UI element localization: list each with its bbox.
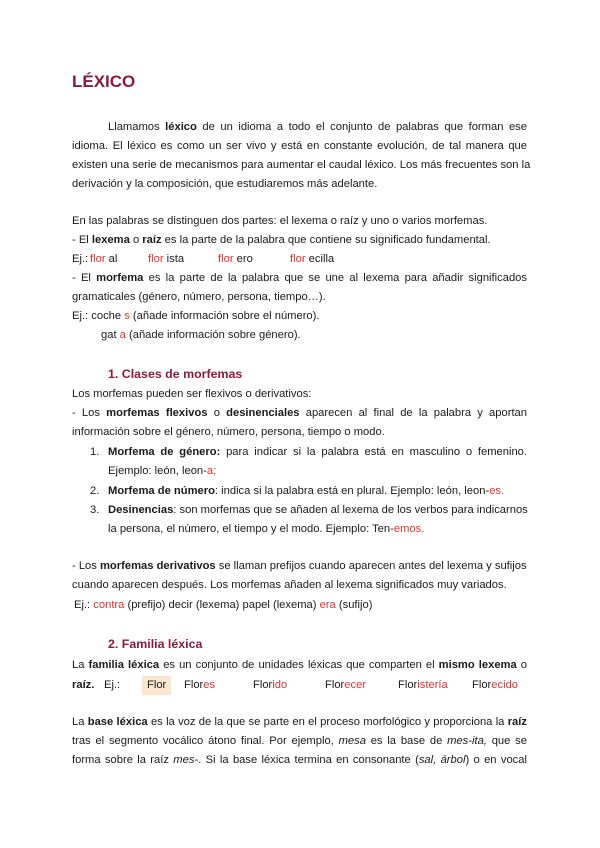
derivativos-definition-2: cuando aparecen después. Los morfemas añaden al lexema significados muy variados. (72, 579, 507, 591)
list-number: 1. (90, 446, 100, 458)
morfema-definition-2: gramaticales (género, número, persona, tiempo…). (72, 291, 326, 303)
base-definition-1: La base léxica es la voz de la que se parte en el proceso morfológico y proporciona la raíz (72, 716, 527, 728)
parts-line-1: En las palabras se distinguen dos partes: el lexema o raíz y uno o varios morfemas. (72, 215, 488, 227)
list-item-numero: Morfema de número: indica si la palabra está en plural. Ejemplo: león, leon-es. (108, 485, 505, 497)
list-item-genero-example: Ejemplo: león, leon-a; (108, 465, 217, 477)
page-title: LÉXICO (72, 72, 136, 91)
lexema-definition: - El lexema o raíz es la parte de la palabra que contiene su significado fundamental. (72, 234, 491, 246)
derivativos-example: Ej.: contra (prefijo) decir (lexema) papel (lexema) era (sufijo) (74, 599, 373, 611)
family-word: Flores (184, 679, 216, 691)
example-word: flor ista (148, 253, 185, 265)
list-number: 3. (90, 504, 100, 516)
morfema-example-1: Ej.: coche s (añade información sobre el número). (72, 310, 320, 322)
section1-intro: Los morfemas pueden ser flexivos o derivativos: (72, 388, 312, 400)
family-word: Floristería (398, 679, 448, 691)
intro-line-4: derivación y la composición, que estudiaremos más adelante. (72, 178, 378, 190)
document-page: LÉXICO Llamamos léxico de un idioma a todo el conjunto de palabras que forman ese idioma. El léxico es como un ser vivo y está en constante evolución, de tal manera que existen una serie de mecanismos para aumentar el caudal léxico. Los más frecuentes son la derivación y la composición, que estudiaremos más adelante. En las palabras se distinguen dos partes: el lexema o raíz y uno o varios morfemas. - El lexema o raíz es la parte de la palabra que contiene su significado fundamental. Ej.: flor al flor ista flor ero flor ecilla - El morfema es la parte de la palabra que se une al lexema para añadir significados gramaticales (género, número, persona, tiempo…). Ej.: coche s (añade información sobre el número). gat a (añade información sobre género). 1. Clases de morfemas Los morfemas pueden ser flexivos o derivativos: - Los morfemas flexivos o desinenciales aparecen al final de la palabra y aportan información sobre el género, número, persona, tiempo o modo. 1. Morfema de género: para indicar si la palabra está en masculino o femenino. Ejemplo: león, leon-a; 2. Morfema de número: indica si la palabra está en plural. Ejemplo: león, leon-es. 3. Desinencias: son morfemas que se añaden al lexema de los verbos para indicarnos la persona, el número, el tiempo y el modo. Ejemplo: Ten-emos. - Los morfemas derivativos se llaman prefijos cuando aparecen antes del lexema y sufijos cuando aparecen después. Los morfemas añaden al lexema significados muy variados. Ej.: contra (prefijo) decir (lexema) papel (lexema) era (sufijo) 2. Familia léxica La familia léxica es un conjunto de unidades léxicas que comparten el mismo lexema o raíz. Ej.: Flor Flores Florido Florecer Floristería Florecido La base léxica es la voz de la que se parte en el proceso morfológico y proporciona la raíz tras el segmento vocálico átono final. Por ejemplo, mesa es la base de mes-ita, que se forma sobre la raíz mes-. Si la base léxica termina en consonante (sal, árbol) o en vocal (0, 0, 600, 848)
section-heading-clases: 1. Clases de morfemas (108, 367, 243, 381)
family-word: Florido (253, 679, 288, 691)
list-item-desinencias-example: la persona, el número, el tiempo y el modo. Ejemplo: Ten-emos. (108, 523, 425, 535)
example-word: flor ero (218, 253, 253, 265)
morfema-example-2: gat a (añade información sobre género). (101, 329, 301, 341)
example-word: flor ecilla (290, 253, 335, 265)
intro-line-1: Llamamos léxico de un idioma a todo el conjunto de palabras que forman ese (108, 121, 527, 133)
base-definition-2: tras el segmento vocálico átono final. Por ejemplo, mesa es la base de mes-ita, que se (72, 735, 527, 747)
intro-line-2: idioma. El léxico es como un ser vivo y está en constante evolución, de tal manera que (72, 140, 527, 152)
list-number: 2. (90, 485, 100, 497)
list-item-genero: Morfema de género: para indicar si la palabra está en masculino o femenino. (108, 446, 527, 458)
family-word: Florecido (472, 679, 519, 691)
section-heading-familia: 2. Familia léxica (108, 637, 203, 651)
list-item-desinencias: Desinencias: son morfemas que se añaden al lexema de los verbos para indicarnos (108, 504, 528, 516)
derivativos-definition: - Los morfemas derivativos se llaman prefijos cuando aparecen antes del lexema y sufijos (72, 560, 527, 572)
intro-line-3: existen una serie de mecanismos para aumentar el caudal léxico. Los más frecuentes son la (72, 159, 531, 171)
base-definition-3: forma sobre la raíz mes-. Si la base léxica termina en consonante (sal, árbol) o en vocal (72, 754, 527, 766)
flexivos-definition-2: información sobre el género, número, persona, tiempo o modo. (72, 426, 385, 438)
family-word-highlight: Flor (142, 676, 171, 695)
morfema-definition: - El morfema es la parte de la palabra que se une al lexema para añadir significados (72, 272, 527, 284)
familia-definition: La familia léxica es un conjunto de unidades léxicas que comparten el mismo lexema o (72, 659, 528, 671)
flexivos-definition: - Los morfemas flexivos o desinenciales aparecen al final de la palabra y aportan (72, 407, 527, 419)
example-word: flor al (90, 253, 118, 265)
family-word: Florecer (325, 679, 367, 691)
